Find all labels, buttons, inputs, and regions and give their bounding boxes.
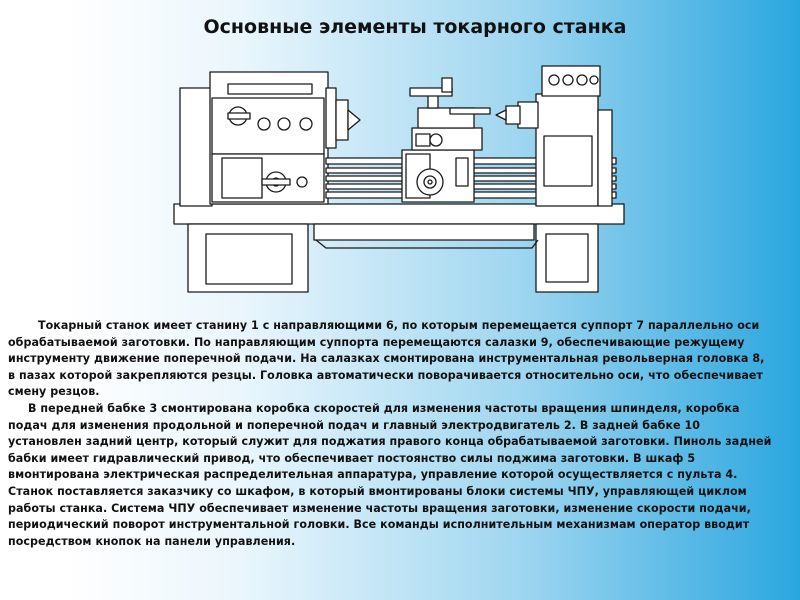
paragraph-1 [8,318,778,401]
paragraph-1-line: обрабатываемой заготовки. По направляющим суппорта перемещаются салазки 9, обеспечивающие режущему [8,335,745,349]
paragraph-2-line: посредством кнопок на панели управления. [8,534,296,548]
lathe-bed [174,204,624,224]
chuck [336,100,348,140]
paragraph-1-line: смену резцов. [8,385,100,399]
cabinet [314,224,534,240]
paragraph-2-line: периодический поворот инструментальной головки. Все команды исполнительным механизмам оператор вводит [8,518,750,532]
description-text [8,318,778,550]
lathe-diagram [166,58,632,294]
paragraph-1-line: инструменту движение поперечной подачи. На салазках смонтирована инструментальная револьверная головка 8, [8,352,765,366]
paragraph-1-line: в пазах которой закрепляются резцы. Головка автоматически поворачивается относительно оси, что обеспечивает [8,368,763,382]
paragraph-2 [8,401,778,550]
paragraph-2-line: вмонтирована электрическая распределительная аппаратура, управление которой осуществляется с пульта 4. [8,468,738,482]
paragraph-1-line: Токарный станок имеет станину 1 с направляющими 6, по которым перемещается суппорт 7 параллельно оси [38,319,760,332]
headstock [180,88,212,206]
paragraph-2-line: Станок поставляется заказчику со шкафом, в который вмонтированы блоки системы ЧПУ, управляющей циклом [8,484,747,498]
slide-title: Основные элементы токарного станка [203,16,627,38]
paragraph-2-line: установлен задний центр, который служит для поджатия правого конца обрабатываемой заготовки. Пиноль задней [8,435,772,449]
paragraph-2-line: бабки имеет гидравлический привод, что обеспечивает постоянство силы поджима заготовки. В шкаф 5 [8,451,696,465]
paragraph-2-line: подач для изменения продольной и поперечной подач и главный электродвигатель 2. В задней бабке 10 [8,418,701,432]
paragraph-2-line: В передней бабке 3 смонтирована коробка скоростей для изменения частоты вращения шпинделя, коробка [28,401,740,415]
paragraph-2-line: работы станка. Система ЧПУ обеспечивает изменение частоты вращения заготовки, изменение скорости подачи, [8,501,751,515]
